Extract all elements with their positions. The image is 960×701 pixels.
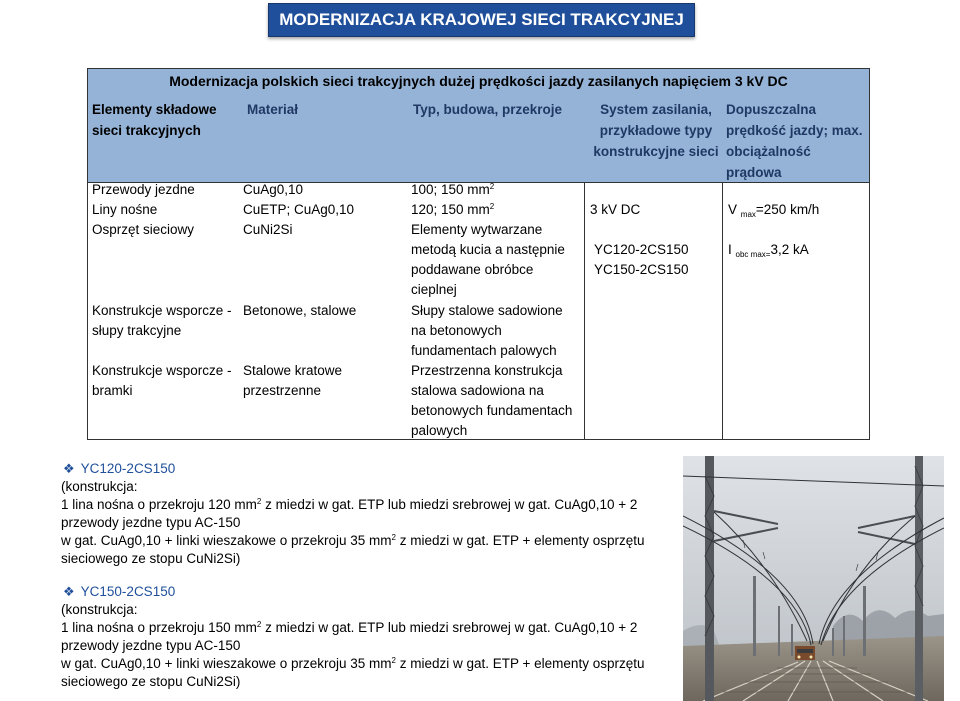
note-title: YC120-2CS150 (80, 461, 176, 476)
railway-catenary-illustration (683, 456, 944, 701)
header-system: System zasilania, przykładowe typy konstrukcyjne sieci (593, 102, 719, 159)
row-type-contact-wire: 100; 150 $mm^2$ (411, 182, 495, 197)
table-caption: Modernizacja polskich sieci trakcyjnych dużej prędkości jazdy zasilanych napięciem 3 kV DC (169, 73, 788, 89)
system-voltage: 3 kV DC (590, 202, 641, 217)
system-types: YC120-2CS150 YC150-2CS150 (594, 242, 689, 277)
note-yc120: ❖ YC120-2CS150 (konstrukcja: 1 lina nośna o przekroju 120 $mm^2$ z miedzi w gat. ETP lub miedzi srebrowej w gat. CuAg0,10 + 2 przewody jezdne typu AC-150 w gat. CuAg0,10 + linki wieszakowe o przekroju 35 $mm^2$ z miedzi w gat. ETP + elementy osprzętu sieciowego ze stopu CuNi2Si) (61, 461, 645, 566)
row-material-catenary: CuETP; CuAg0,10 (243, 202, 355, 217)
row-material-fittings: CuNi2Si (243, 222, 293, 237)
row-type-catenary: 120; 150 $mm^2$ (411, 202, 495, 217)
row-element-contact-wire: Przewody jezdne (92, 182, 195, 197)
header-type: Typ, budowa, przekroje (413, 102, 563, 117)
row-type-gantries: Przestrzenna konstrukcja stalowa sadowiona na betonowych fundamentach palowych (411, 363, 573, 438)
row-element-poles: Konstrukcje wsporcze - słupy trakcyjne (92, 303, 232, 338)
diamond-bullet-icon: ❖ (63, 461, 75, 476)
modernization-table (87, 68, 870, 440)
header-limits: Dopuszczalna prędkość jazdy; max. obciążalność prądowa (726, 102, 863, 180)
table-header (88, 69, 869, 183)
note-yc150: ❖ YC150-2CS150 (konstrukcja: 1 lina nośna o przekroju 150 $mm^2$ z miedzi w gat. ETP lub miedzi srebrowej w gat. CuAg0,10 + 2 przewody jezdne typu AC-150 w gat. CuAg0,10 + linki wieszakowe o przekroju 35 $mm^2$ z miedzi w gat. ETP + elementy osprzętu sieciowego ze stopu CuNi2Si) (61, 584, 645, 689)
column-divider (722, 183, 723, 440)
note-title: YC150-2CS150 (80, 584, 176, 599)
row-type-fittings: Elementy wytwarzane metodą kucia a następnie poddawane obróbce cieplnej (411, 222, 565, 297)
row-element-catenary: Liny nośne (92, 202, 158, 217)
speed-limit: V $_{max}$=250 km/h (728, 202, 820, 219)
column-divider (584, 183, 585, 440)
page-title: MODERNIZACJA KRAJOWEJ SIECI TRAKCYJNEJ (268, 3, 695, 37)
current-limit: I $_{obc max=}$3,2 kA (728, 242, 809, 259)
header-elements: Elementy składowe sieci trakcyjnych (92, 102, 217, 138)
row-material-gantries: Stalowe kratowe przestrzenne (243, 363, 343, 398)
row-type-poles: Słupy stalowe sadowione na betonowych fundamentach palowych (411, 303, 563, 358)
row-element-gantries: Konstrukcje wsporcze - bramki (92, 363, 232, 398)
diamond-bullet-icon: ❖ (63, 584, 75, 599)
row-element-fittings: Osprzęt sieciowy (92, 222, 195, 237)
catenary-photo (683, 456, 944, 701)
header-material: Materiał (247, 102, 299, 117)
row-material-poles: Betonowe, stalowe (243, 303, 357, 318)
row-material-contact-wire: CuAg0,10 (243, 182, 304, 197)
